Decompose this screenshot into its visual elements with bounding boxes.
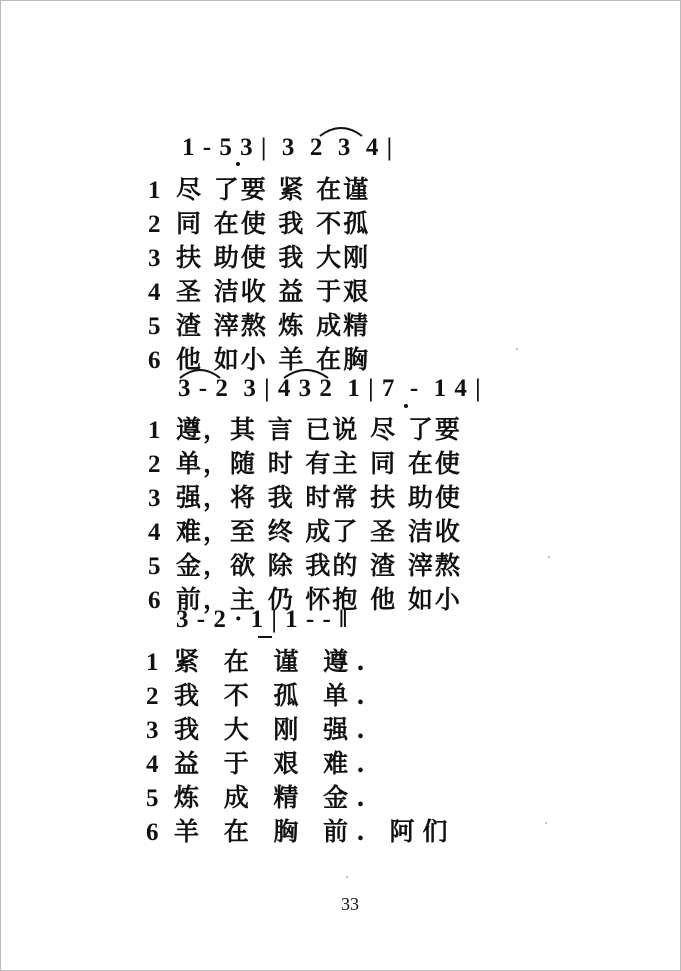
verse-number: 2 bbox=[148, 211, 161, 238]
verse-number: 3 bbox=[148, 485, 161, 512]
tie-mark bbox=[318, 122, 364, 138]
verse-number: 4 bbox=[148, 279, 161, 306]
lyric-line bbox=[148, 546, 462, 582]
tie-mark bbox=[178, 364, 222, 380]
verse-number: 5 bbox=[148, 553, 161, 580]
lyric-text: 紧 在 谨 遵. bbox=[174, 647, 373, 676]
lyric-text: 同 在使 我 不孤 bbox=[176, 209, 371, 238]
lyric-text: 金，欲 除 我的 渣 滓熬 bbox=[176, 551, 462, 580]
verse-number: 1 bbox=[148, 417, 161, 444]
verse-number: 5 bbox=[146, 785, 159, 812]
lyric-line bbox=[146, 710, 373, 746]
lyric-line bbox=[148, 170, 370, 206]
lyric-text: 尽 了要 紧 在谨 bbox=[176, 175, 371, 204]
lyric-text: 他 如小 羊 在胸 bbox=[176, 345, 371, 374]
lyric-line bbox=[148, 272, 370, 308]
lyric-line bbox=[146, 676, 373, 712]
lyric-line bbox=[146, 812, 456, 848]
lyric-line bbox=[148, 204, 370, 240]
low-octave-dot bbox=[404, 404, 408, 408]
lyric-text: 单，随 时 有主 同 在使 bbox=[176, 449, 462, 478]
lyric-text: 炼 成 精 金. bbox=[174, 783, 373, 812]
lyric-text: 我 大 刚 强. bbox=[174, 715, 373, 744]
verse-number: 6 bbox=[148, 347, 161, 374]
scan-speck bbox=[545, 822, 547, 824]
lyric-line bbox=[146, 744, 373, 780]
lyric-line bbox=[148, 306, 370, 342]
lyric-line bbox=[146, 642, 373, 678]
notation-line-3: 3 - 2 · 1 | 1 - - ‖ bbox=[176, 606, 349, 633]
notation-line-1: 1 - 5 3 | 3 2 3 4 | bbox=[182, 134, 394, 161]
lyric-text: 遵，其 言 已说 尽 了要 bbox=[176, 415, 462, 444]
verse-number: 6 bbox=[148, 587, 161, 614]
lyric-line bbox=[148, 444, 462, 480]
duration-underline bbox=[258, 636, 272, 638]
lyric-text: 扶 助使 我 大刚 bbox=[176, 243, 371, 272]
verse-number: 2 bbox=[146, 683, 159, 710]
lyric-text: 益 于 艰 难. bbox=[174, 749, 373, 778]
verse-number: 1 bbox=[148, 177, 161, 204]
lyric-line bbox=[148, 512, 462, 548]
verse-number: 3 bbox=[148, 245, 161, 272]
lyric-text: 前，主 仍 怀抱 他 如小 bbox=[176, 585, 462, 614]
lyric-line bbox=[148, 478, 462, 514]
notation-line-2: 3 - 2 3 | 4 3 2 1 | 7 - 1 4 | bbox=[178, 375, 482, 402]
lyric-text: 难，至 终 成了 圣 洁收 bbox=[176, 517, 462, 546]
verse-number: 4 bbox=[146, 751, 159, 778]
verse-number: 3 bbox=[146, 717, 159, 744]
low-octave-dot bbox=[236, 162, 240, 166]
lyric-text: 我 不 孤 单. bbox=[174, 681, 373, 710]
verse-number: 1 bbox=[146, 649, 159, 676]
verse-number: 6 bbox=[146, 819, 159, 846]
verse-number: 2 bbox=[148, 451, 161, 478]
page-number: 33 bbox=[341, 894, 359, 914]
lyric-text: 强，将 我 时常 扶 助使 bbox=[176, 483, 462, 512]
scan-speck bbox=[516, 348, 518, 350]
scan-speck bbox=[346, 876, 348, 878]
lyric-text: 羊 在 胸 前. 阿们 bbox=[174, 817, 456, 846]
lyric-line bbox=[148, 410, 462, 446]
verse-number: 5 bbox=[148, 313, 161, 340]
verse-number: 4 bbox=[148, 519, 161, 546]
lyric-line bbox=[146, 778, 373, 814]
lyric-text: 渣 滓熬 炼 成精 bbox=[176, 311, 371, 340]
scan-speck bbox=[548, 556, 550, 558]
lyric-text: 圣 洁收 益 于艰 bbox=[176, 277, 371, 306]
lyric-line bbox=[148, 238, 370, 274]
tie-mark bbox=[282, 364, 330, 380]
